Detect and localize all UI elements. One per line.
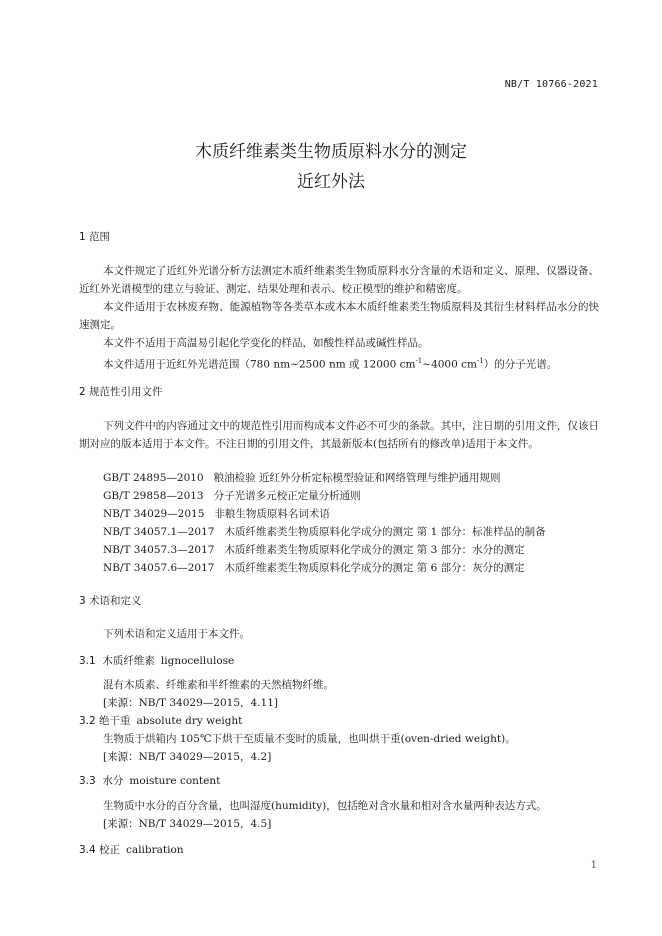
standard-number: NB/T 10766-2021 bbox=[504, 79, 598, 90]
term-zh: 水分 bbox=[102, 775, 124, 787]
term-heading bbox=[79, 773, 220, 788]
terms-intro: 下列术语和定义适用于本文件。 bbox=[103, 628, 250, 640]
scope-p4-before: 本文件适用于近红外光谱范围（780 nm~2500 nm 或 12000 cm bbox=[103, 358, 416, 371]
term-number: 3.2 bbox=[79, 715, 96, 727]
term-zh: 校正 bbox=[99, 844, 121, 856]
section-heading-terms: 3 术语和定义 bbox=[79, 595, 142, 607]
reference-title: 木质纤维素类生物质原料化学成分的测定 第 3 部分：水分的测定 bbox=[224, 544, 525, 556]
term-source: [来源：NB/T 34029—2015，4.11] bbox=[103, 697, 278, 709]
term-number: 3.1 bbox=[79, 655, 96, 667]
page-number: 1 bbox=[590, 860, 597, 871]
reference-title: 粮油检验 近红外分析定标模型验证和网络管理与维护通用规则 bbox=[213, 472, 501, 484]
scope-p4-superscript-2: -1 bbox=[476, 357, 484, 365]
term-definition: 生物质于烘箱内 105℃下烘干至质量不变时的质量，也叫烘干重(oven-dried weight)。 bbox=[103, 733, 516, 745]
scope-p4-mid: ~4000 cm bbox=[422, 358, 477, 371]
term-source: [来源：NB/T 34029—2015，4.2] bbox=[103, 751, 272, 763]
document-subtitle: 近红外法 bbox=[297, 172, 365, 192]
section-heading-normative-references: 2 规范性引用文件 bbox=[79, 386, 163, 398]
term-en: calibration bbox=[126, 844, 184, 856]
reference-item bbox=[103, 470, 500, 485]
reference-title: 木质纤维素类生物质原料化学成分的测定 第 6 部分：灰分的测定 bbox=[224, 562, 525, 574]
reference-item bbox=[103, 506, 330, 521]
references-intro: 下列文件中的内容通过文中的规范性引用而构成本文件必不可少的条款。其中，注日期的引用文件，仅该日期对应的版本适用于本文件。不注日期的引用文件，其最新版本(包括所有的修改单)适用于本文件。 bbox=[79, 420, 599, 450]
scope-paragraph-2: 本文件适用于农林废弃物、能源植物等各类草本或木本木质纤维素类生物质原料及其衍生材料样品水分的快速测定。 bbox=[79, 301, 599, 331]
term-en: absolute dry weight bbox=[136, 715, 243, 727]
term-zh: 绝干重 bbox=[99, 715, 131, 727]
reference-code: GB/T 24895—2010 bbox=[103, 472, 204, 484]
reference-title: 分子光谱多元校正定量分析通则 bbox=[213, 490, 361, 502]
reference-code: GB/T 29858—2013 bbox=[103, 490, 204, 502]
scope-p4-after: ）的分子光谱。 bbox=[483, 358, 558, 371]
term-heading bbox=[79, 653, 234, 668]
reference-code: NB/T 34057.1—2017 bbox=[103, 526, 215, 538]
reference-code: NB/T 34057.3—2017 bbox=[103, 544, 215, 556]
reference-item bbox=[103, 488, 361, 503]
scope-paragraph-1: 本文件规定了近红外光谱分析方法测定木质纤维素类生物质原料水分含量的术语和定义、原理、仪器设备、近红外光谱模型的建立与验证、测定、结果处理和表示、校正模型的维护和精密度。 bbox=[79, 265, 599, 295]
scope-paragraph-3: 本文件不适用于高温易引起化学变化的样品，如酸性样品或碱性样品。 bbox=[103, 337, 429, 349]
term-definition: 混有木质素、纤维素和半纤维素的天然植物纤维。 bbox=[103, 679, 334, 691]
document-title: 木质纤维素类生物质原料水分的测定 bbox=[195, 142, 467, 162]
reference-code: NB/T 34029—2015 bbox=[103, 508, 205, 520]
term-zh: 木质纤维素 bbox=[102, 655, 155, 667]
reference-code: NB/T 34057.6—2017 bbox=[103, 562, 215, 574]
term-heading bbox=[79, 713, 242, 728]
reference-item bbox=[103, 560, 525, 575]
term-number: 3.3 bbox=[79, 775, 96, 787]
reference-title: 非粮生物质原料名词术语 bbox=[214, 508, 330, 520]
term-number: 3.4 bbox=[79, 844, 96, 856]
term-en: lignocellulose bbox=[160, 655, 235, 667]
section-heading-scope: 1 范围 bbox=[79, 231, 111, 243]
reference-item bbox=[103, 542, 525, 557]
reference-title: 木质纤维素类生物质原料化学成分的测定 第 1 部分：标准样品的制备 bbox=[224, 526, 546, 538]
term-en: moisture content bbox=[129, 775, 221, 787]
term-definition: 生物质中水分的百分含量，也叫湿度(humidity)，包括绝对含水量和相对含水量两种表达方式。 bbox=[103, 800, 547, 812]
reference-item bbox=[103, 524, 546, 539]
scope-p4-superscript-1: -1 bbox=[415, 357, 423, 365]
scope-paragraph-4 bbox=[79, 352, 599, 374]
term-source: [来源：NB/T 34029—2015，4.5] bbox=[103, 818, 272, 830]
term-heading bbox=[79, 842, 184, 857]
